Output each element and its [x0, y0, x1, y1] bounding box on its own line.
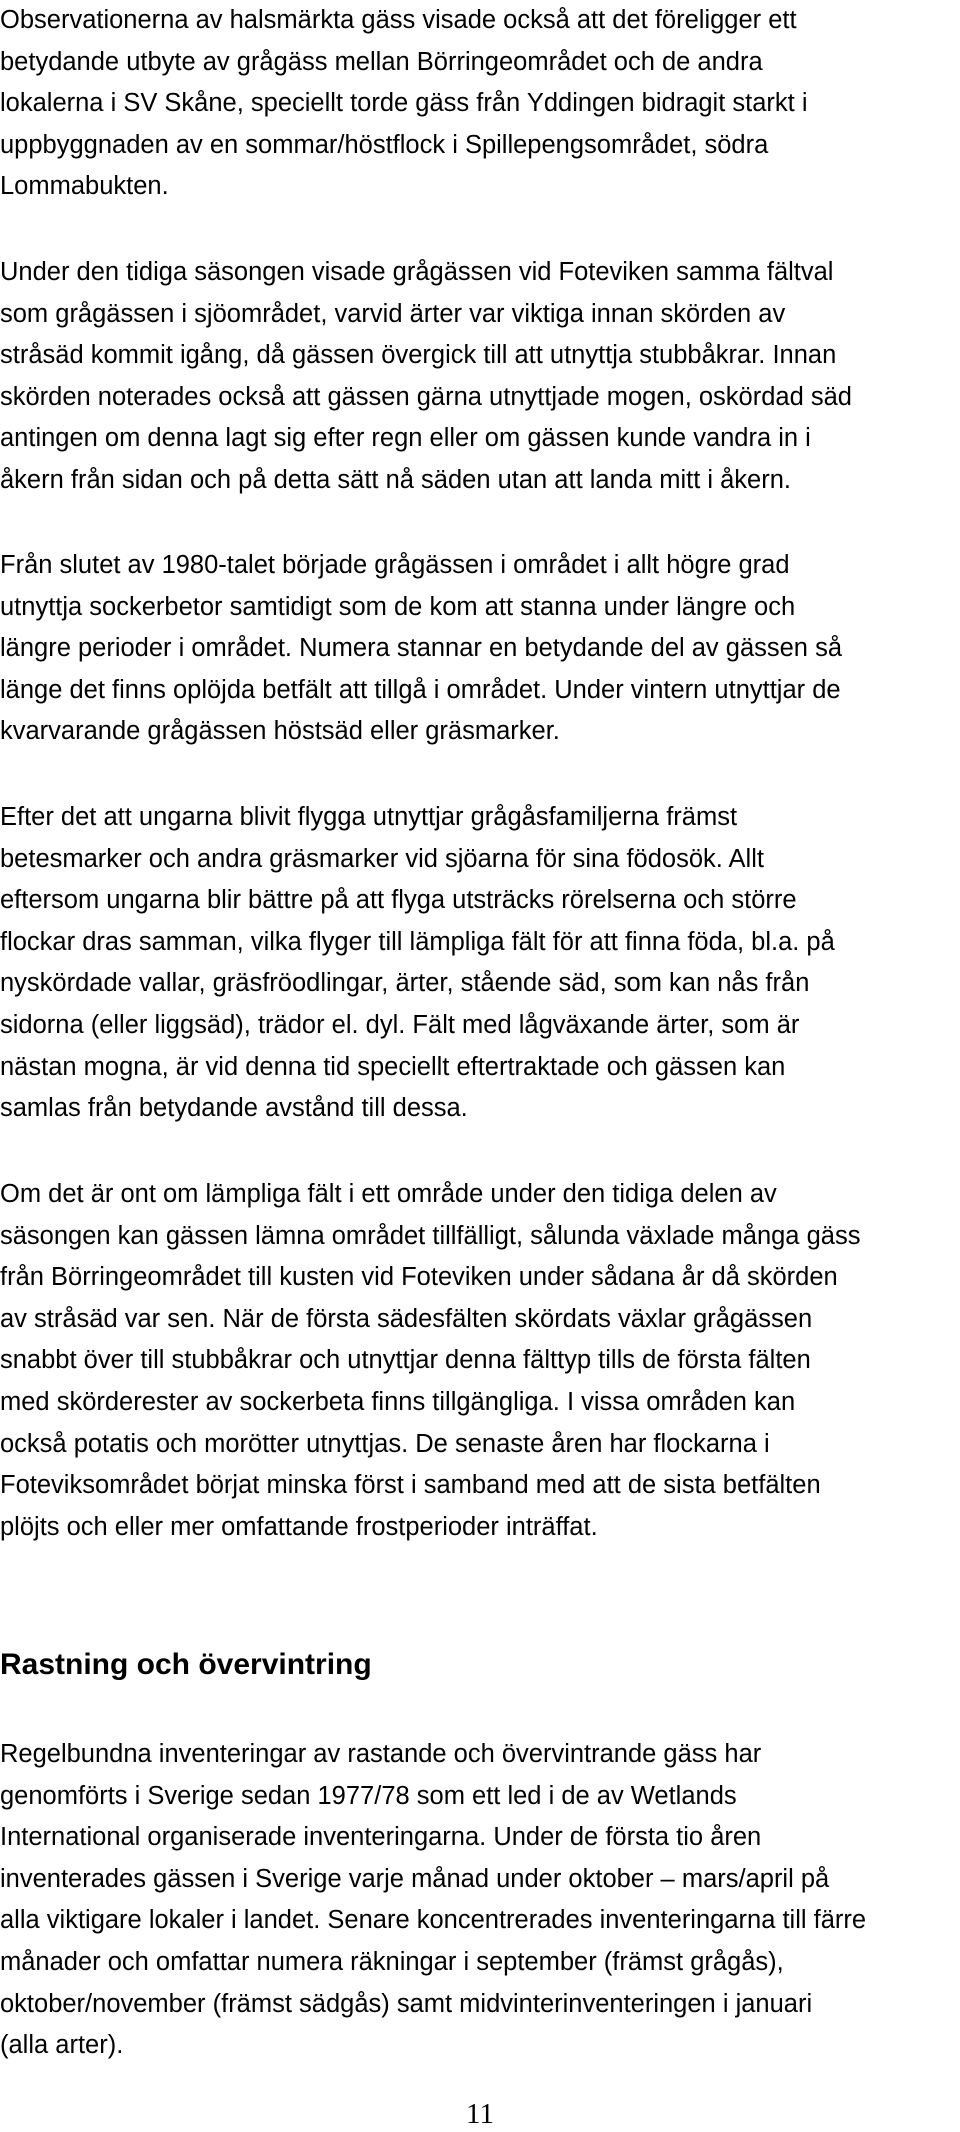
paragraph-3 [0, 545, 842, 753]
text-line: betesmarker och andra gräsmarker vid sjöarna för sina födosök. Allt [0, 844, 764, 873]
text-line: Observationerna av halsmärkta gäss visade också att det föreligger ett [0, 6, 797, 34]
text-line: nästan mogna, är vid denna tid speciellt eftertraktade och gässen kan [0, 1052, 786, 1081]
section-heading: Rastning och övervintring [0, 1648, 372, 1681]
text-line: åkern från sidan och på detta sätt nå säden utan att landa mitt i åkern. [0, 465, 791, 494]
text-line: samlas från betydande avstånd till dessa. [0, 1094, 468, 1123]
text-line: säsongen kan gässen lämna området tillfälligt, sålunda växlade många gäss [0, 1221, 861, 1250]
text-line: betydande utbyte av grågäss mellan Börringeområdet och de andra [0, 47, 763, 76]
text-line: Från slutet av 1980-talet började grågässen i området i allt högre grad [0, 551, 790, 579]
text-line: Regelbundna inventeringar av rastande och övervintrande gäss har [0, 1740, 762, 1768]
paragraph-2 [0, 252, 852, 502]
paragraph-5 [0, 1174, 860, 1548]
text-line: Foteviksområdet börjat minska först i samband med att de sista betfälten [0, 1471, 821, 1500]
text-line: längre perioder i området. Numera stannar en betydande del av gässen så [0, 634, 843, 663]
text-line: utnyttja sockerbetor samtidigt som de kom att stanna under längre och [0, 592, 796, 621]
text-line: också potatis och morötter utnyttjas. De senaste åren har flockarna i [0, 1429, 770, 1458]
text-line: månader och omfattar numera räkningar i september (främst grågås), [0, 1947, 784, 1976]
text-line: med skörderester av sockerbeta finns tillgängliga. I vissa områden kan [0, 1387, 796, 1416]
text-line: genomförts i Sverige sedan 1977/78 som ett led i de av Wetlands [0, 1781, 737, 1810]
text-line: antingen om denna lagt sig efter regn eller om gässen kunde vandra in i [0, 424, 811, 453]
text-line: från Börringeområdet till kusten vid Foteviken under sådana år då skörden [0, 1263, 838, 1292]
text-line: Lommabukten. [0, 172, 169, 201]
text-line: kvarvarande grågässen höstsäd eller gräsmarker. [0, 717, 560, 746]
text-line: flockar dras samman, vilka flyger till lämpliga fält för att finna föda, bl.a. på [0, 927, 835, 956]
text-line: inventerades gässen i Sverige varje månad under oktober – mars/april på [0, 1864, 830, 1893]
section-paragraph [0, 1734, 866, 2067]
text-line: oktober/november (främst sädgås) samt midvinterinventeringen i januari [0, 1989, 813, 2018]
text-line: Om det är ont om lämpliga fält i ett område under den tidiga delen av [0, 1180, 777, 1208]
text-line: eftersom ungarna blir bättre på att flyga utsträcks rörelserna och större [0, 886, 797, 915]
text-line: uppbyggnaden av en sommar/höstflock i Spillepengsområdet, södra [0, 130, 769, 159]
text-line: snabbt över till stubbåkrar och utnyttjar denna fälttyp tills de första fälten [0, 1346, 811, 1375]
text-line: lokalerna i SV Skåne, speciellt torde gäss från Yddingen bidragit starkt i [0, 89, 808, 118]
text-line: alla viktigare lokaler i landet. Senare koncentrerades inventeringarna till färre [0, 1906, 867, 1935]
text-line: International organiserade inventeringarna. Under de första tio åren [0, 1823, 762, 1852]
text-line: av stråsäd var sen. När de första sädesfälten skördats växlar grågässen [0, 1304, 813, 1333]
text-line: sidorna (eller liggsäd), trädor el. dyl. Fält med lågväxande ärter, som är [0, 1010, 800, 1039]
page-number: 11 [466, 2098, 494, 2130]
text-line: plöjts och eller mer omfattande frostperioder inträffat. [0, 1512, 598, 1541]
paragraph-4 [0, 797, 835, 1130]
text-line: länge det finns oplöjda betfält att tillgå i området. Under vintern utnyttjar de [0, 675, 841, 704]
text-line: (alla arter). [0, 2031, 124, 2060]
text-line: stråsäd kommit igång, då gässen övergick till att utnyttja stubbåkrar. Innan [0, 341, 837, 370]
text-line: nyskördade vallar, gräsfröodlingar, ärter, stående säd, som kan nås från [0, 969, 810, 998]
text-line: Under den tidiga säsongen visade grågässen vid Foteviken samma fältval [0, 258, 834, 286]
text-line: som grågässen i sjöområdet, varvid ärter var viktiga innan skörden av [0, 299, 786, 328]
text-line: Efter det att ungarna blivit flygga utnyttjar grågåsfamiljerna främst [0, 803, 738, 831]
paragraph-1 [0, 0, 807, 208]
text-line: skörden noterades också att gässen gärna utnyttjade mogen, oskördad säd [0, 382, 852, 411]
